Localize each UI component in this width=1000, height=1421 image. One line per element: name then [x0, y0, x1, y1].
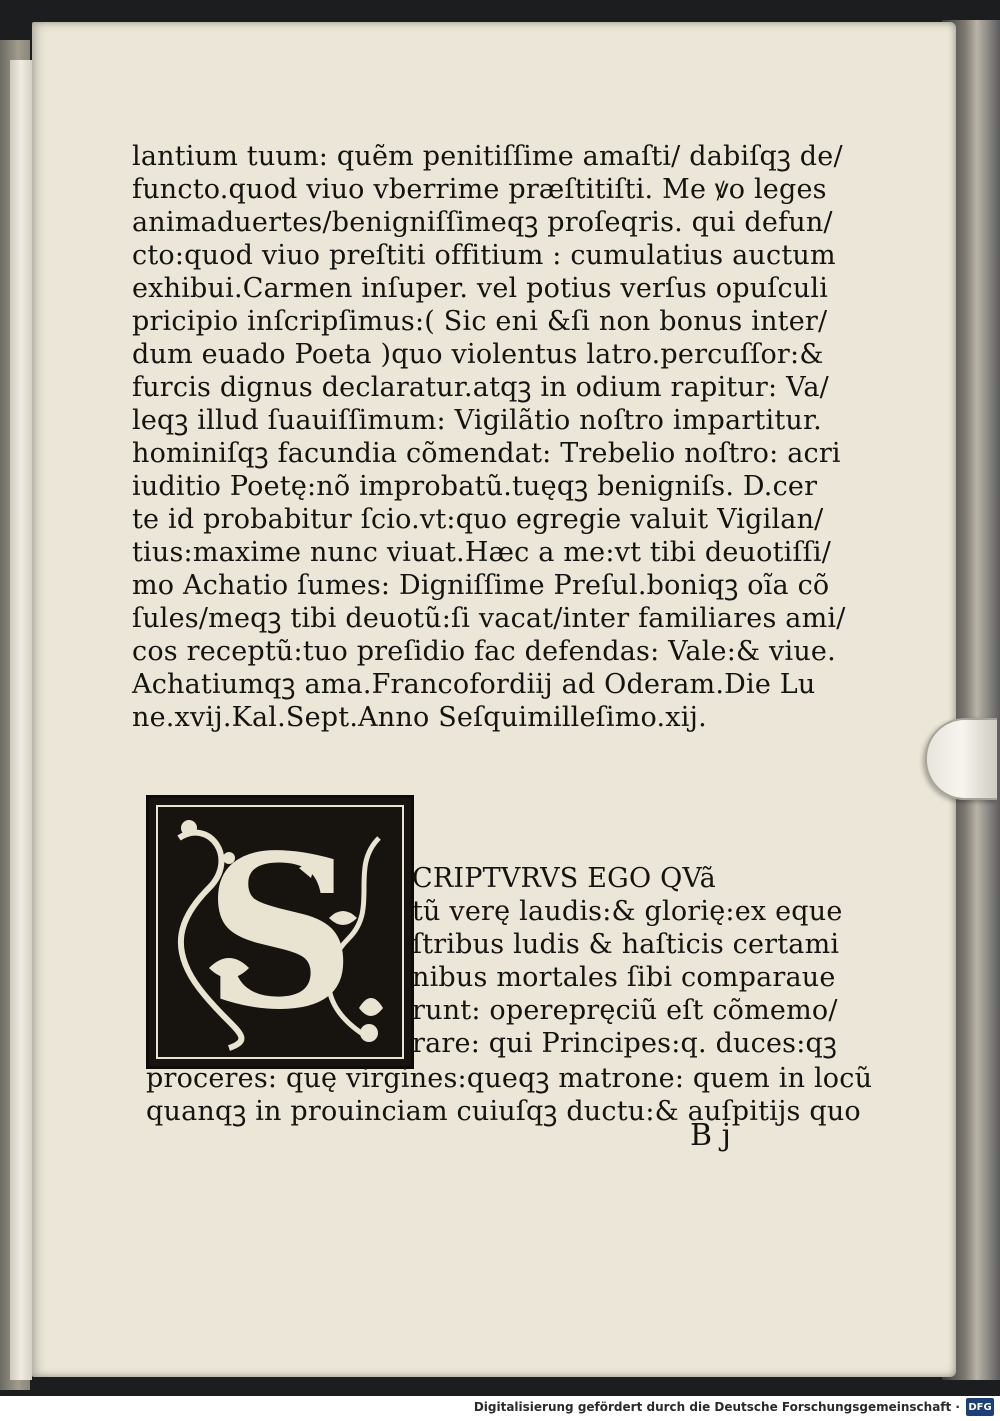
text-line: leqꝫ illud ſuauiſſimum: Vigilãtio noſtro impartitur. [132, 405, 822, 436]
text-line: furcis dignus declaratur.atqꝫ in odium rapitur: Va/ [132, 372, 829, 403]
text-line: quanqꝫ in prouinciam cuiuſqꝫ ductu:& auſpitijs quo [146, 1096, 861, 1127]
footer-credit: Digitalisierung gefördert durch die Deutsche Forschungsgemeinschaft · [473, 1400, 960, 1414]
text-line: animaduertes/benigniſſimeqꝫ proſeqris. qui defun/ [132, 207, 833, 238]
page-clip [925, 718, 997, 800]
text-line: rare: qui Principes:q. duces:qꝫ [412, 1028, 837, 1059]
text-line: tũ verę laudis:& glorię:ex eque [412, 896, 843, 927]
text-line: functo.quod viuo vberrime præſtitiſti. Me ꝟo leges [132, 174, 827, 205]
footer [0, 1396, 1000, 1421]
text-line: hominiſqꝫ facundia cõmendat: Trebelio noſtro: acri [132, 438, 841, 469]
text-line: cos receptũ:tuo preſidio fac defendas: Vale:& viue. [132, 636, 836, 667]
binding-strip [10, 60, 32, 1380]
text-line: ne.xvij.Kal.Sept.Anno Seſquimilleſimo.xij. [132, 702, 707, 733]
text-line: Achatiumqꝫ ama.Francofordiij ad Oderam.Die Lu [132, 669, 816, 700]
text-line: te id probabitur ſcio.vt:quo egregie valuit Vigilan/ [132, 504, 824, 535]
text-line: exhibui.Carmen inſuper. vel potius verſus opuſculi [132, 273, 829, 304]
text-line: cto:quod viuo preſtiti offitium : cumulatius auctum [132, 240, 836, 271]
text-line: tius:maxime nunc viuat.Hæc a me:vt tibi deuotiſſi/ [132, 537, 832, 568]
text-line: mo Achatio ſumes: Digniſſime Preſul.boniqꝫ oĩa cõ [132, 570, 830, 601]
text-line: lantium tuum: quẽm penitiſſime amaſti/ dabiſqꝫ de/ [132, 141, 843, 172]
text-line: pricipio inſcripſimus:( Sic eni &ſi non bonus inter/ [132, 306, 828, 337]
signature-mark: B j [690, 1118, 731, 1153]
initial-letter: S [204, 808, 356, 1056]
text-line: CRIPTVRVS EGO QVã [412, 863, 716, 894]
text-line: nibus mortales ſibi comparaue [412, 962, 836, 993]
dfg-logo-icon: DFG [966, 1398, 994, 1416]
decorated-initial [146, 795, 414, 1069]
text-line: ſtribus ludis & haſticis certami [412, 929, 840, 960]
text-line: dum euado Poeta )quo violentus latro.percuſſor:& [132, 339, 824, 370]
text-line: iuditio Poetę:nõ improbatũ.tuęqꝫ benigniſs. D.cer [132, 471, 818, 502]
text-line: ſules/meqꝫ tibi deuotũ:ſi vacat/inter familiares ami/ [132, 603, 846, 634]
text-line: proceres: quę virgines:queqꝫ matrone: quem in locũ [146, 1063, 873, 1094]
text-line: runt: operepręciũ eſt cõmemo/ [412, 995, 838, 1026]
